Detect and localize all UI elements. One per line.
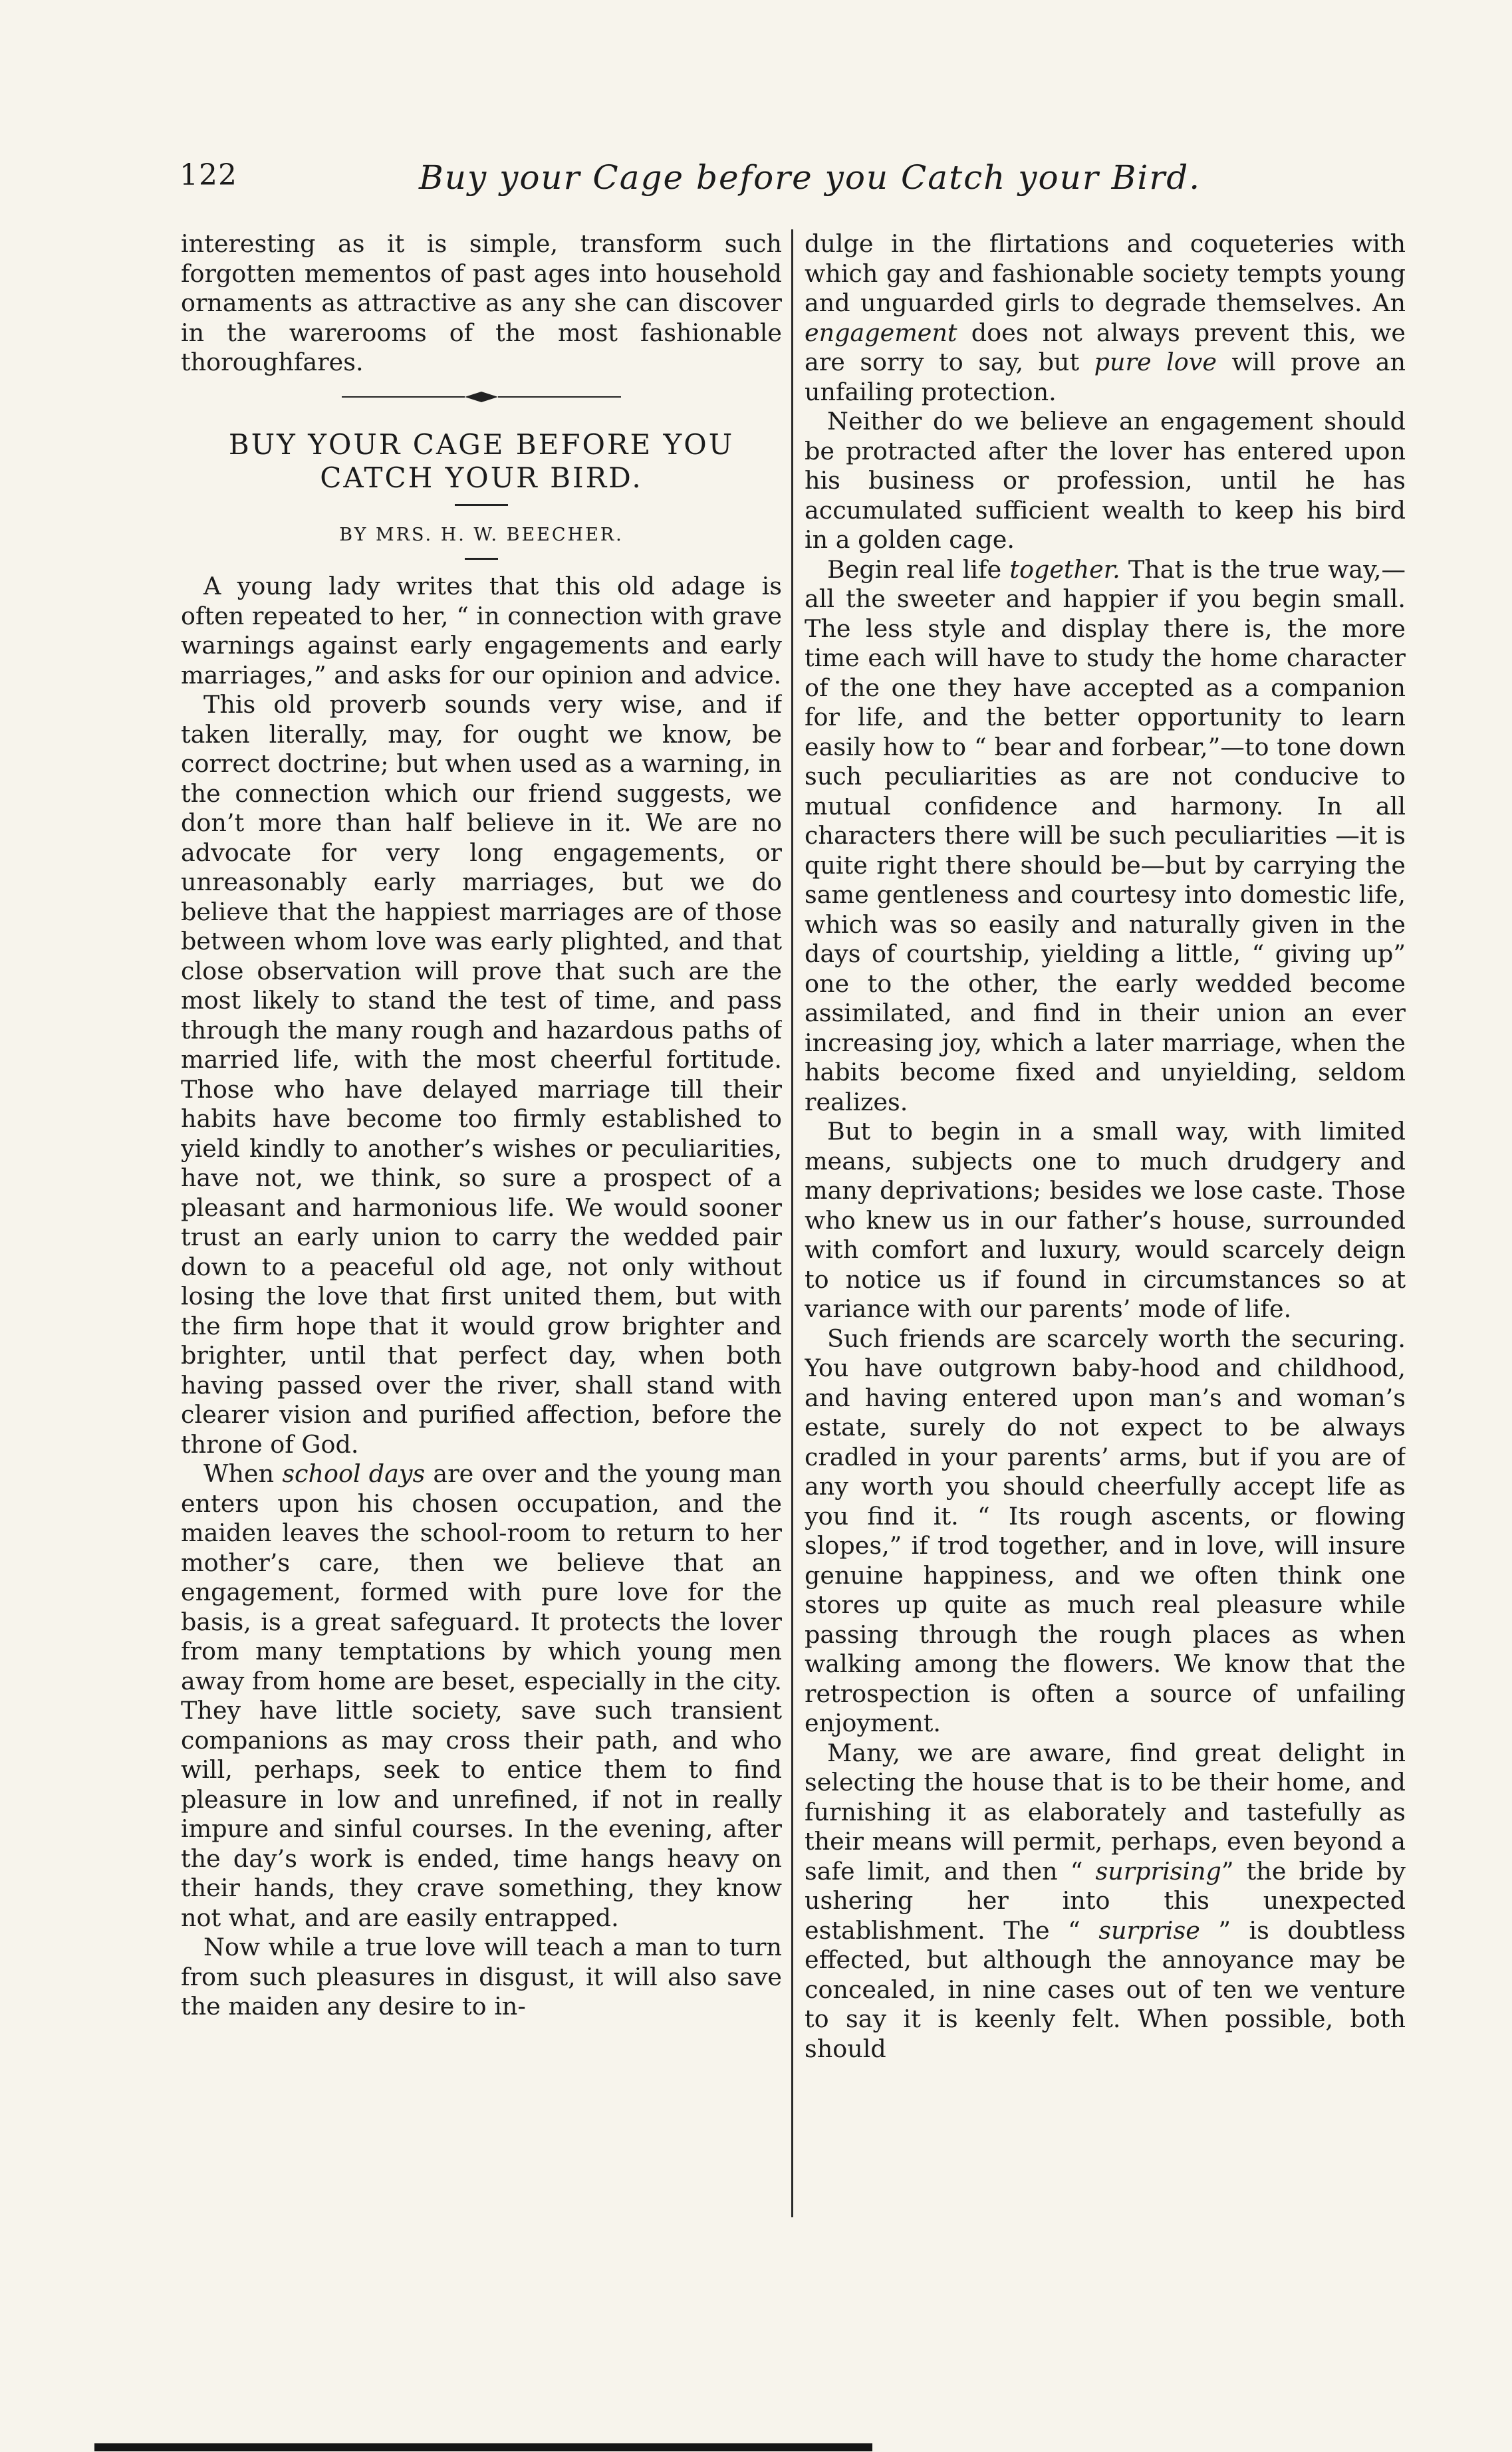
ornament-divider-icon	[342, 387, 621, 407]
text-run: ” the bride by ushering her into this unexpected establishment. The “	[805, 1856, 1406, 1945]
italic-text: pure love	[1094, 348, 1217, 376]
continued-paragraph: interesting as it is simple, transform such forgotten mementos of past ages into household ornaments as attractive as any she can discover in the warerooms of the most fashionable thoroughfares.	[181, 229, 782, 376]
text-run: dulge in the flirtations and coqueteries with which gay and fashionable society tempts young and unguarded girls to degrade themselves. An	[805, 229, 1406, 317]
italic-text: engagement	[805, 318, 957, 347]
paragraph: But to begin in a small way, with limited means, subjects one to much drudgery and many deprivations; besides we lose caste. Those who knew us in our father’s house, surrounded with comfort and luxury, would scarcely deign to notice us if found in circumstances so at variance with our parents’ mode of life.	[805, 1117, 1406, 1323]
right-column	[805, 229, 1406, 2224]
italic-text: surprising	[1095, 1856, 1221, 1886]
text-run: are over and the young man enters upon his chosen occupation, and the maiden leaves the school-room to return to her mother’s care, then we believe that an engagement, formed with pure love for the basis, is a great safeguard. It protects the lover from many temptations by which young men away from home are beset, especially in the city. They have little society, save such transient companions as may cross their path, and who will, perhaps, seek to entice them to find pleasure in low and unrefined, if not in really impure and sinful courses. In the evening, after the day’s work is ended, time hangs heavy on their hands, they crave something, they know not what, and are easily entrapped.	[181, 1459, 782, 1932]
paragraph: Now while a true love will teach a man to turn from such pleasures in disgust, it will also save the maiden any desire to in-	[181, 1933, 782, 2021]
left-column	[181, 229, 782, 2224]
byline: BY MRS. H. W. BEECHER.	[339, 524, 624, 545]
text-run: ” is doubtless effected, but although the annoyance may be concealed, in nine cases out of ten we venture to say it is keenly felt. When possible, both should	[805, 1915, 1406, 2063]
running-head: Buy your Cage before you Catch your Bird.	[419, 158, 1201, 197]
paragraph	[805, 1739, 1406, 2064]
byline-rule	[465, 558, 498, 560]
italic-text: surprise	[1098, 1915, 1200, 1945]
italic-text: together.	[1009, 554, 1120, 584]
paragraph	[805, 229, 1406, 407]
text-run: When	[203, 1459, 283, 1488]
paragraph	[181, 1459, 782, 1933]
column-divider	[791, 229, 793, 2217]
paragraph: Such friends are scarcely worth the securing. You have outgrown baby-hood and childhood, and having entered upon man’s and woman’s estate, surely do not expect to be always cradled in your parents’ arms, but if you are of any worth you should cheerfully accept life as you find it. “ Its rough ascents, or flowing slopes,” if trod together, and in love, will insure genuine happiness, and we often think one stores up quite as much real pleasure while passing through the rough places as when walking among the flowers. We know that the retrospection is often a source of unfailing enjoyment.	[805, 1324, 1406, 1737]
paragraph: Neither do we believe an engagement should be protracted after the lover has entered upon his business or profession, until he has accumulated sufficient wealth to keep his bird in a golden cage.	[805, 407, 1406, 554]
text-run: does not always prevent this, we are sorry to say, but	[805, 318, 1406, 376]
text-run: Begin real life	[827, 554, 1010, 584]
text-run: will prove an unfailing protection.	[805, 348, 1406, 406]
article-title: BUY YOUR CAGE BEFORE YOU CATCH YOUR BIRD.	[228, 428, 735, 494]
text-run: That is the true way,—all the sweeter and happier if you begin small. The less style and display there is, the more time each will have to study the home character of the one they have accepted as a companion for life, and the better opportunity to learn easily how to “ bear and forbear,”—to tone down such peculiarities as are not conducive to mutual confidence and harmony. In all characters there will be such peculiarities —it is quite right there should be—but by carrying the same gentleness and courtesy into domestic life, which was so easily and naturally given in the days of courtship, yielding a little, “ giving up” one to the other, the early wedded become assimilated, and find in their union an ever increasing joy, which a later marriage, when the habits become fixed and unyielding, seldom realizes.	[805, 554, 1406, 1116]
title-rule	[455, 504, 508, 506]
text-run: Many, we are aware, find great delight in selecting the house that is to be their home, and furnishing it as elaborately and tastefully as their means will permit, perhaps, even beyond a safe limit, and then “	[805, 1738, 1406, 1886]
section-ornament	[181, 387, 782, 414]
page-number: 122	[180, 158, 237, 192]
paragraph: This old proverb sounds very wise, and if taken literally, may, for ought we know, be correct doctrine; but when used as a warning, in the connection which our friend suggests, we don’t more than half believe in it. We are no advocate for very long engagements, or unreasonably early marriages, but we do believe that the happiest marriages are of those between whom love was early plighted, and that close observation will prove that such are the most likely to stand the test of time, and pass through the many rough and hazardous paths of married life, with the most cheerful fortitude. Those who have delayed marriage till their habits have become too firmly established to yield kindly to another’s wishes or peculiarities, have not, we think, so sure a prospect of a pleasant and harmonious life. We would sooner trust an early union to carry the wedded pair down to a peaceful old age, not only without losing the love that first united them, but with the firm hope that it would grow brighter and brighter, until that perfect day, when both having passed over the river, shall stand with clearer vision and purified affection, before the throne of God.	[181, 690, 782, 1459]
scan-edge-bar	[94, 2443, 872, 2451]
paragraph: A young lady writes that this old adage is often repeated to her, “ in connection with grave warnings against early engagements and early marriages,” and asks for our opinion and advice.	[181, 572, 782, 689]
paragraph	[805, 555, 1406, 1118]
page-header	[180, 158, 1416, 211]
italic-text: school days	[282, 1459, 426, 1488]
